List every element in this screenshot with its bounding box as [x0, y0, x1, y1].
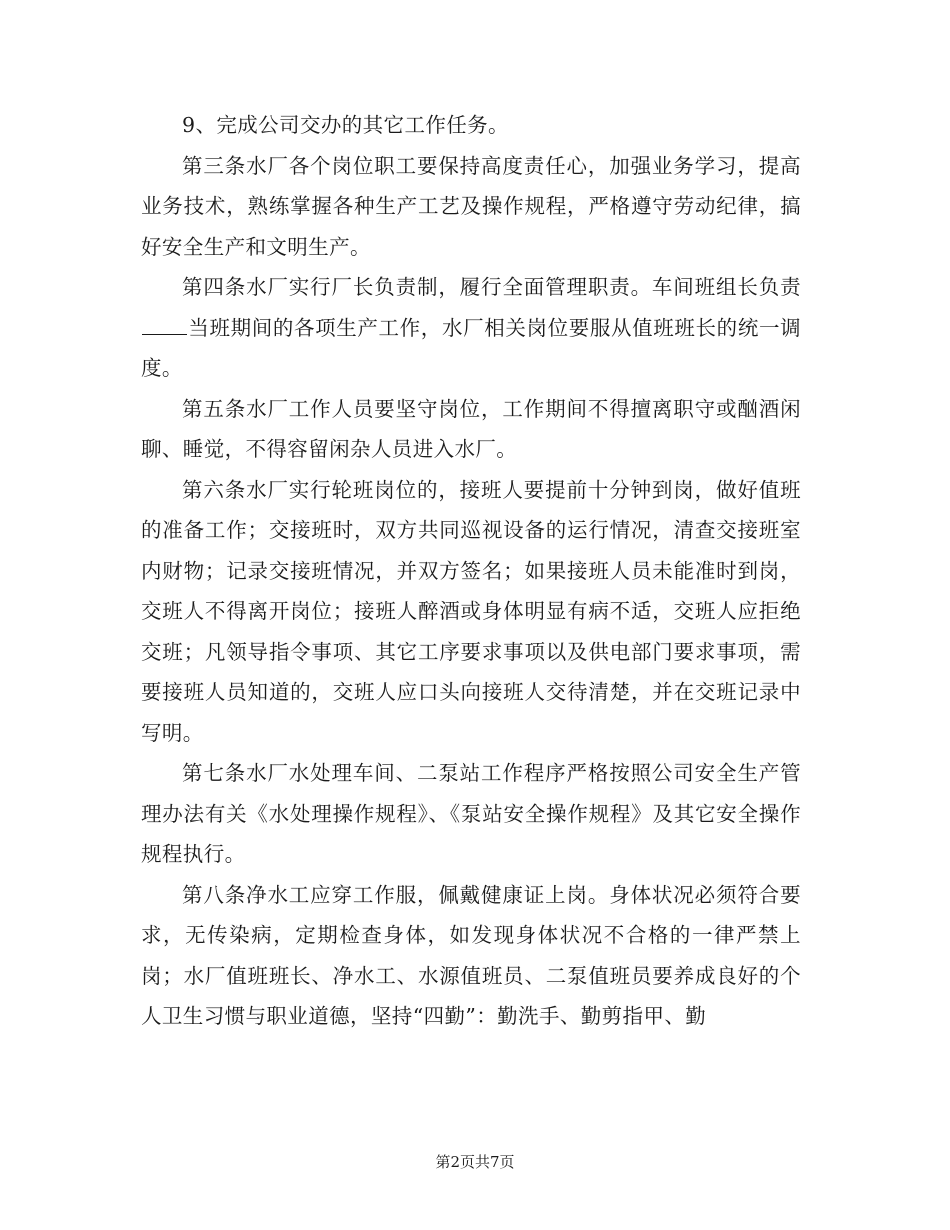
- paragraph-article-4-after: 当班期间的各项生产工作，水厂相关岗位要服从值班班长的统一调度。: [141, 315, 801, 380]
- page-number-footer: 第2页共7页: [435, 1153, 515, 1171]
- paragraph-article-4: [141, 267, 801, 389]
- fill-in-blank: [142, 315, 187, 334]
- paragraph-item-9: 9、完成公司交办的其它工作任务。: [182, 113, 509, 137]
- paragraph-article-3: 第三条水厂各个岗位职工要保持高度责任心，加强业务学习，提高业务技术，熟练掌握各种生产工艺及操作规程，严格遵守劳动纪律，搞好安全生产和文明生产。: [141, 153, 801, 259]
- paragraph-article-8: 第八条净水工应穿工作服，佩戴健康证上岗。身体状况必须符合要求，无传染病，定期检查身体，如发现身体状况不合格的一律严禁上岗；水厂值班班长、净水工、水源值班员、二泵值班员要养成良好的个人卫生习惯与职业道德，坚持“四勤”：勤洗手、勤剪指甲、勤: [141, 882, 801, 1028]
- paragraph-article-7: 第七条水厂水处理车间、二泵站工作程序严格按照公司安全生产管理办法有关《水处理操作规程》、《泵站安全操作规程》及其它安全操作规程执行。: [141, 761, 801, 866]
- paragraph-article-5: 第五条水厂工作人员要坚守岗位，工作期间不得擅离职守或酗酒闲聊、睡觉，不得容留闲杂人员进入水厂。: [141, 396, 801, 461]
- paragraph-article-6: 第六条水厂实行轮班岗位的，接班人要提前十分钟到岗，做好值班的准备工作；交接班时，双方共同巡视设备的运行情况，清查交接班室内财物；记录交接班情况，并双方签名；如果接班人员未能准时到岗，交班人不得离开岗位；接班人醉酒或身体明显有病不适，交班人应拒绝交班；凡领导指令事项、其它工序要求事项以及供电部门要求事项，需要接班人员知道的，交班人应口头向接班人交待清楚，并在交班记录中写明。: [141, 477, 801, 745]
- paragraph-article-4-before: 第四条水厂实行厂长负责制，履行全面管理职责。车间班组长负责: [182, 275, 801, 299]
- document-body: [141, 105, 801, 1037]
